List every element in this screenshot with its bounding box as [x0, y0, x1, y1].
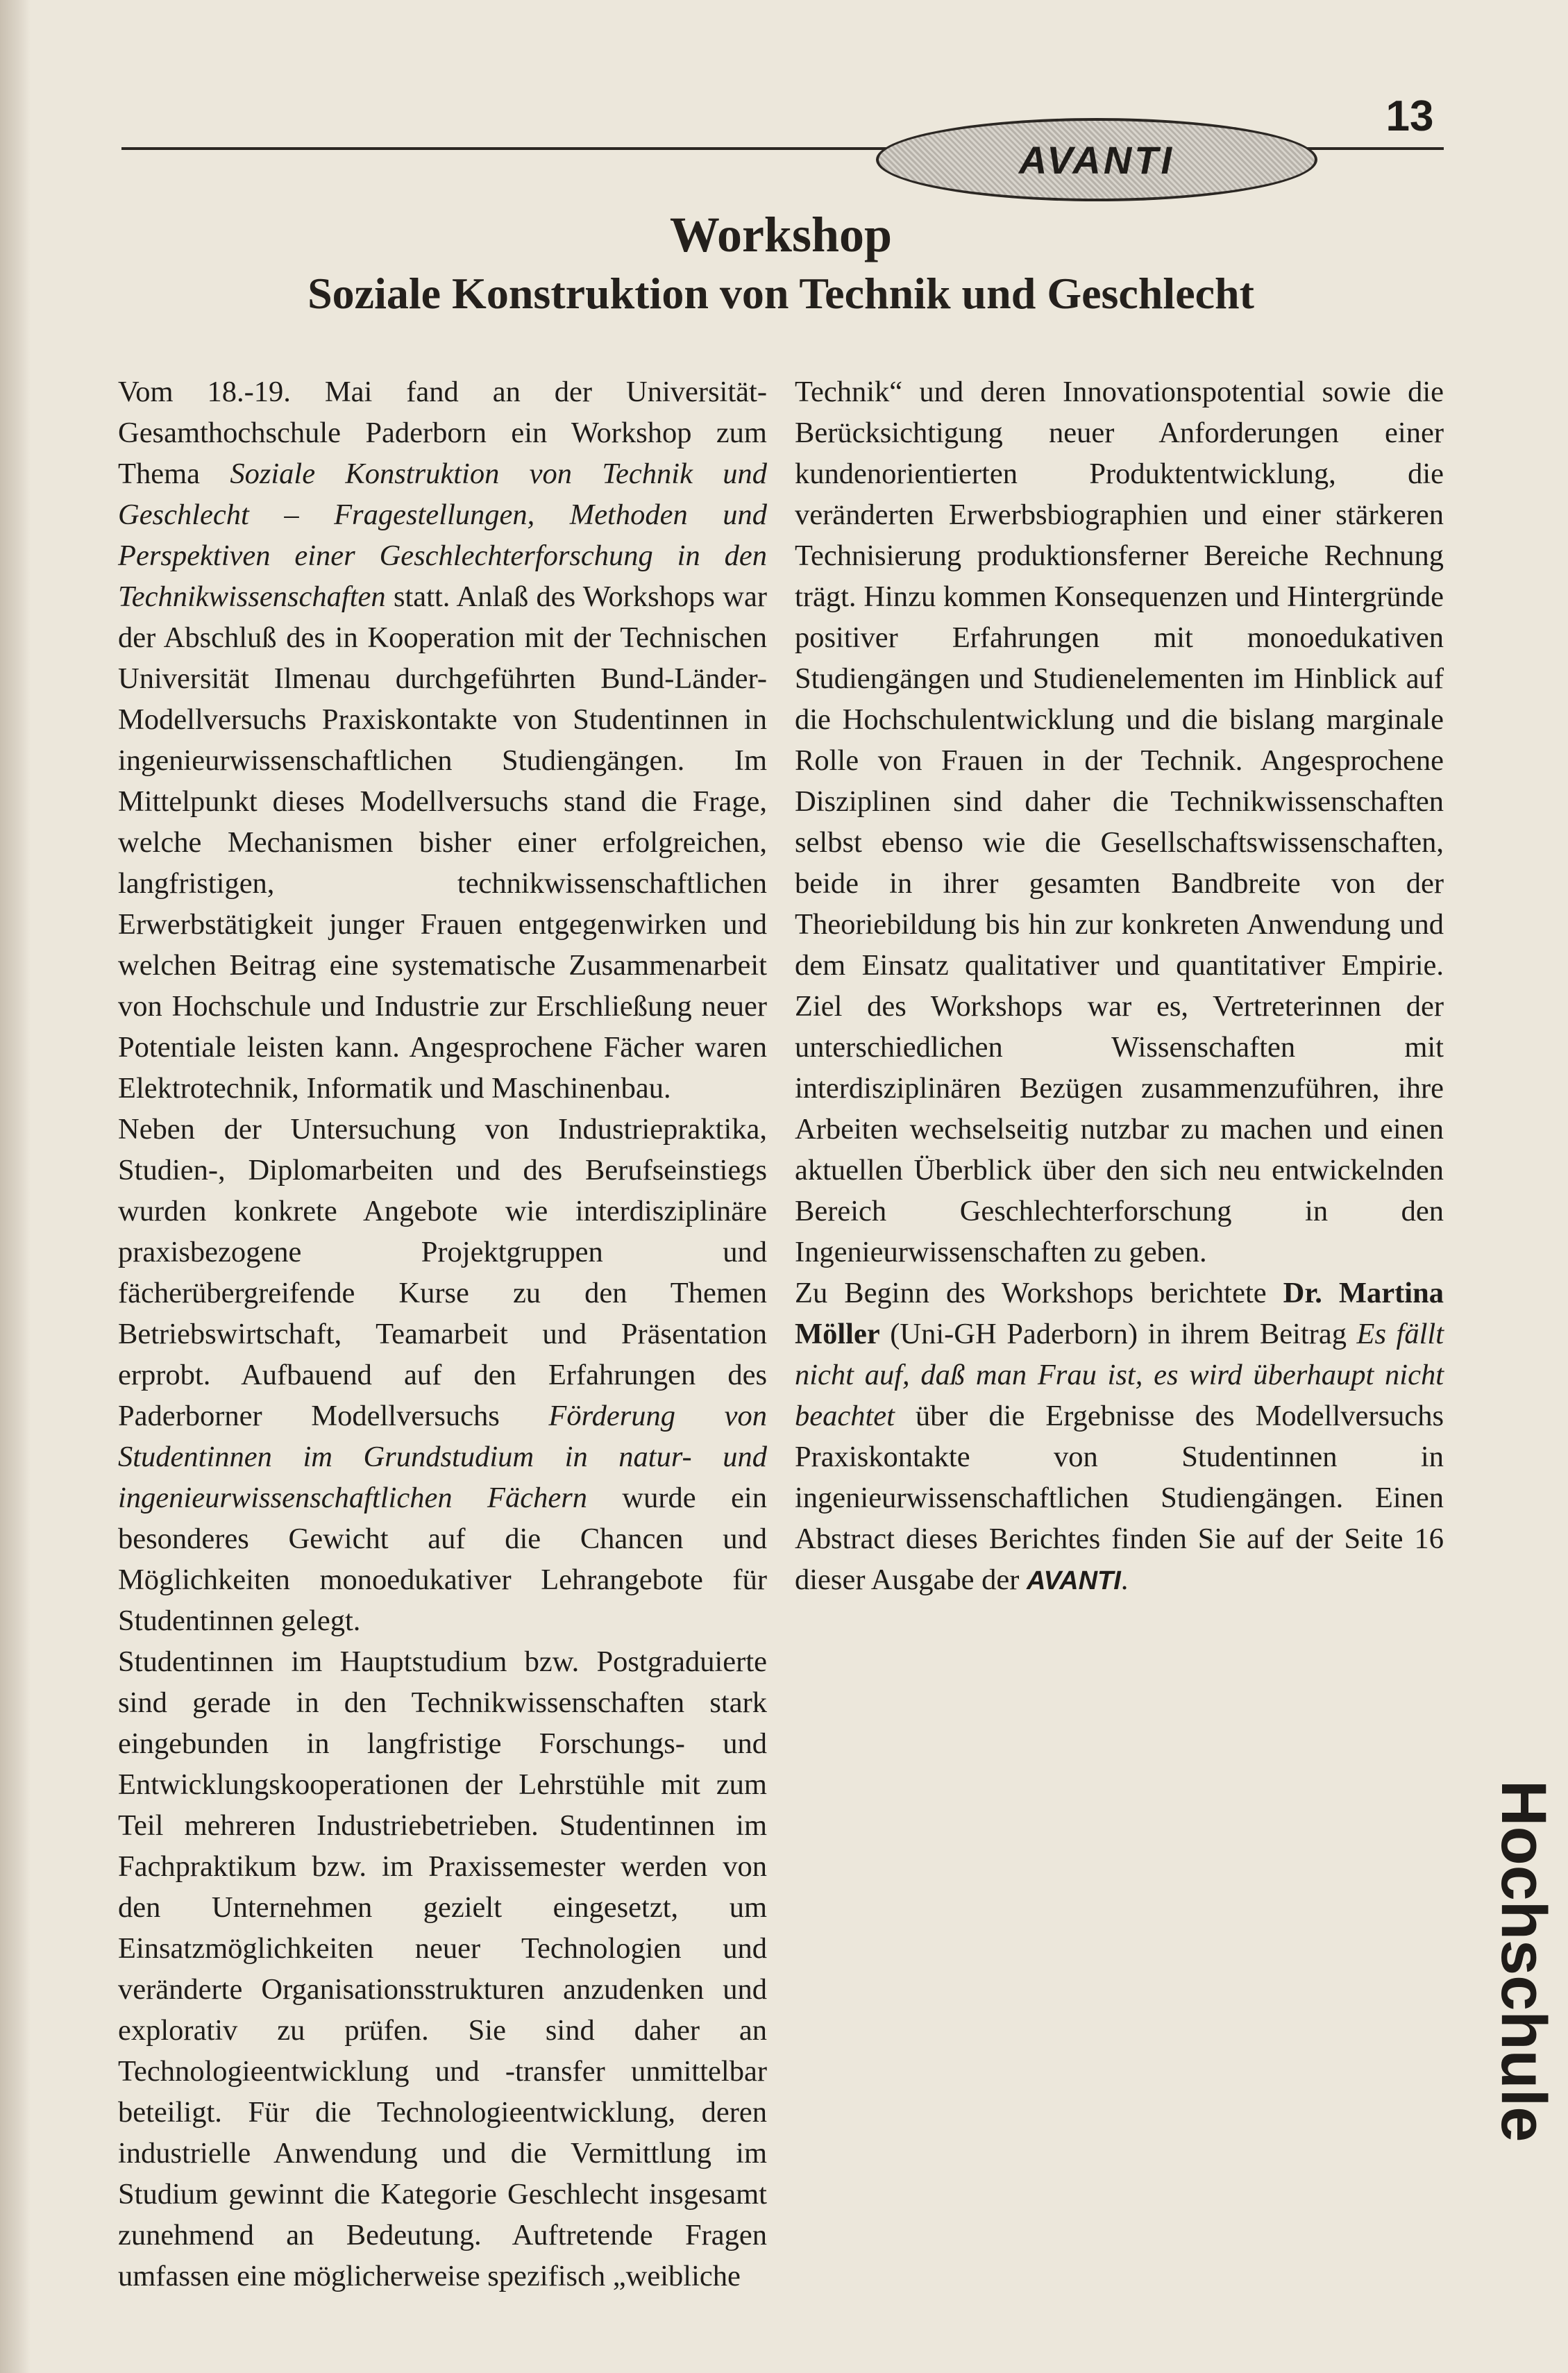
paragraph-1: [118, 371, 767, 1109]
text-run: .: [1120, 1563, 1129, 1596]
page-spine-shadow: [0, 0, 31, 2373]
text-column-left: [118, 371, 767, 2297]
title-headline: Soziale Konstruktion von Technik und Geschlecht: [307, 269, 1254, 318]
text-run: Vom 18.-19. Mai fand an der Universität-Gesamthochschule Paderborn ein Workshop zum Thema: [118, 376, 767, 490]
text-run: über die Ergebnisse des Modellversuchs Praxiskontakte von Studentinnen in ingenieurwissenschaftlichen Studiengängen. Einen Abstract dieses Berichtes finden Sie auf der Seite 16 dieser Ausgabe der: [795, 1400, 1444, 1596]
paragraph-2: [118, 1109, 767, 1641]
project-title-italic: Förderung von Studentinnen im Grundstudium in natur- und ingenieurwissenschaftlichen Fächern: [118, 1400, 767, 1514]
paragraph-3-continued: [795, 371, 1444, 1273]
text-run: Zu Beginn des Workshops berichtete: [795, 1277, 1283, 1309]
text-column-right: [795, 371, 1444, 1602]
text-run: Studentinnen im Hauptstudium bzw. Postgraduierte sind gerade in den Technikwissenschaften stark eingebunden in langfristige Forschungs- und Entwicklungskooperationen der Lehrstühle mit zum Teil mehreren Industriebetrieben. Studentinnen im Fachpraktikum bzw. im Praxissemester werden von den Unternehmen gezielt eingesetzt, um Einsatzmöglichkeiten neuer Technologien und veränderte Organisationsstrukturen anzudenken und explorativ zu prüfen. Sie sind daher an Technologieentwicklung und -transfer unmittelbar beteiligt. Für die Technologieentwicklung, deren industrielle Anwendung und die Vermittlung im Studium gewinnt die Kategorie Geschlecht insgesamt zunehmend an Bedeutung. Auftretende Fragen umfassen eine möglicherweise spezifisch „weibliche: [118, 1645, 767, 2292]
avanti-logo-text: AVANTI: [1018, 137, 1175, 182]
section-label-vertical: Hochschule: [1488, 1780, 1559, 2143]
text-run: Technik“ und deren Innovationspotential sowie die Berücksichtigung neuer Anforderungen einer kundenorientierten Produktentwicklung, die veränderten Erwerbsbiographien und einer stärkeren Technisierung produktionsferner Bereiche Rechnung trägt. Hinzu kommen Konsequenzen und Hintergründe positiver Erfahrungen mit monoedukativen Studiengängen und Studienelementen im Hinblick auf die Hochschulentwicklung und die bislang marginale Rolle von Frauen in der Technik. Angesprochene Disziplinen sind daher die Technikwissenschaften selbst ebenso wie die Gesellschaftswissenschaften, beide in ihrer gesamten Bandbreite von der Theoriebildung bis hin zur konkreten Anwendung und dem Einsatz qualitativer und quantitativer Empirie. Ziel des Workshops war es, Vertreterinnen der unterschiedlichen Wissenschaften mit interdisziplinären Bezügen zusammenzuführen, ihre Arbeiten wechselseitig nutzbar zu machen und einen aktuellen Überblick über den sich neu entwickelnden Bereich Geschlechterforschung in den Ingenieurwissenschaften zu geben.: [795, 376, 1444, 1268]
title-kicker: Workshop: [669, 207, 893, 262]
text-run: statt. Anlaß des Workshops war der Abschluß des in Kooperation mit der Technischen Universität Ilmenau durchgeführten Bund-Länder-Modellversuchs Praxiskontakte von Studentinnen in ingenieurwissenschaftlichen Studiengängen. Im Mittelpunkt dieses Modellversuchs stand die Frage, welche Mechanismen bisher einer erfolgreichen, langfristigen, technikwissenschaftlichen Erwerbstätigkeit junger Frauen entgegenwirken und welchen Beitrag eine systematische Zusammenarbeit von Hochschule und Industrie zur Erschließung neuer Potentiale leisten kann. Angesprochene Fächer waren Elektrotechnik, Informatik und Maschinenbau.: [118, 580, 767, 1105]
text-run: (Uni-GH Paderborn) in ihrem Beitrag: [879, 1318, 1357, 1350]
text-run: Neben der Untersuchung von Industriepraktika, Studien-, Diplomarbeiten und des Berufseinstiegs wurden konkrete Angebote wie interdisziplinäre praxisbezogene Projektgruppen und fächerübergreifende Kurse zu den Themen Betriebswirtschaft, Teamarbeit und Präsentation erprobt. Aufbauend auf den Erfahrungen des Paderborner Modellversuchs: [118, 1113, 767, 1432]
text-run: wurde ein besonderes Gewicht auf die Chancen und Möglichkeiten monoedukativer Lehrangebote für Studentinnen gelegt.: [118, 1482, 767, 1637]
avanti-logo-badge: [876, 118, 1317, 201]
page-number: 13: [1385, 92, 1434, 140]
workshop-title-italic: Soziale Konstruktion von Technik und Geschlecht – Fragestellungen, Methoden und Perspektiven einer Geschlechterforschung in den Technikwissenschaften: [118, 458, 768, 613]
talk-title-italic: Es fällt nicht auf, daß man Frau ist, es wird überhaupt nicht beachtet: [795, 1318, 1444, 1432]
speaker-name: Dr. Martina Möller: [795, 1277, 1444, 1350]
article-title: [118, 205, 1444, 323]
paragraph-3: [118, 1641, 767, 2297]
paragraph-4: [795, 1273, 1444, 1602]
avanti-inline-brand: AVANTI: [1026, 1566, 1121, 1595]
